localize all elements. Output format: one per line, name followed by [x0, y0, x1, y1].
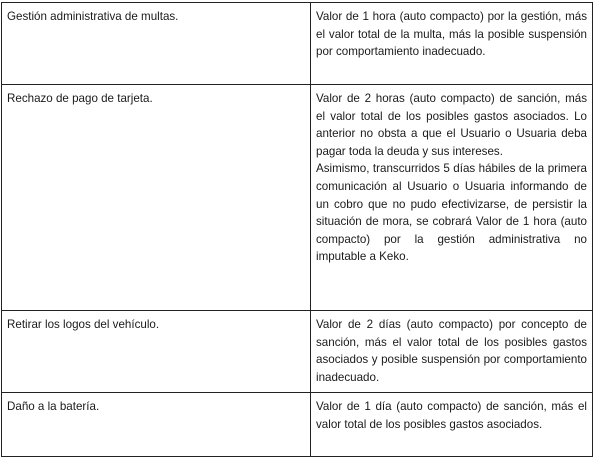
value-paragraph: Valor de 2 días (auto compacto) por concepto de sanción, más el valor total de los posibles gastos asociados y posible suspensión por comportamiento inadecuado.	[316, 318, 587, 384]
concept-cell: Daño a la batería.	[2, 393, 311, 457]
table-row	[2, 85, 593, 311]
fees-table	[1, 2, 593, 457]
value-cell	[311, 3, 593, 85]
table-row	[2, 311, 593, 393]
concept-cell: Rechazo de pago de tarjeta.	[2, 85, 311, 311]
value-cell	[311, 85, 593, 311]
value-paragraph: Valor de 1 hora (auto compacto) por la gestión, más el valor total de la multa, más la posible suspensión por comportamiento inadecuado.	[316, 10, 587, 59]
concept-cell: Gestión administrativa de multas.	[2, 3, 311, 85]
value-paragraph: Valor de 2 horas (auto compacto) de sanción, más el valor total de los posibles gastos asociados. Lo anterior no obsta a que el Usuario o Usuaria deba pagar toda la deuda y sus intereses.	[316, 92, 587, 158]
concept-cell: Retirar los logos del vehículo.	[2, 311, 311, 393]
value-cell	[311, 311, 593, 393]
value-paragraph: Asimismo, transcurridos 5 días hábiles de la primera comunicación al Usuario o Usuaria informando de un cobro que no pudo efectivizarse, de persistir la situación de mora, se cobrará Valor de 1 hora (auto compacto) por la gestión administrativa no imputable a Keko.	[316, 162, 587, 264]
table-row	[2, 3, 593, 85]
value-cell	[311, 393, 593, 457]
table-row	[2, 393, 593, 457]
value-paragraph: Valor de 1 día (auto compacto) de sanción, más el valor total de los posibles gastos asociados.	[316, 400, 587, 431]
